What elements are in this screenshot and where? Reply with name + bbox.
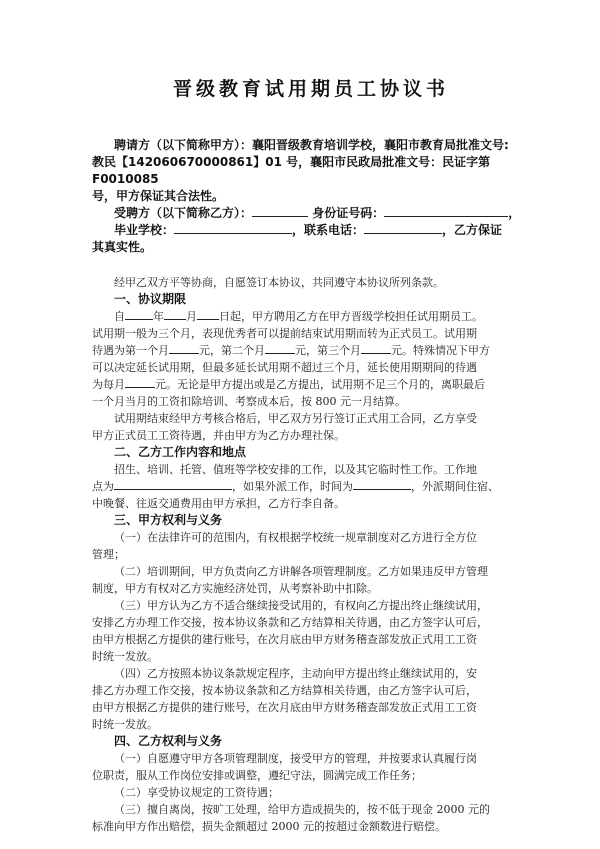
section-3-item-3b: 安排乙方办理工作交接，按本协议条款和乙方结算相关待遇，由乙方签字认可后，	[92, 616, 488, 629]
party-b-label: 受聘方（以下简称乙方）：	[114, 206, 253, 220]
section-1-line-3	[92, 342, 530, 359]
party-a-line-3: 号，甲方保证其合法性。	[92, 189, 225, 203]
section-2-line-3: 中晚餐、往返交通费用由甲方承担，乙方行李自备。	[92, 497, 345, 510]
document-title: 晋级教育试用期员工协议书	[172, 78, 449, 100]
party-b-guarantee: ，乙方保证	[442, 223, 503, 237]
phone-blank[interactable]	[364, 222, 442, 234]
section-3-item-1b: 管理；	[92, 548, 125, 561]
third-month-pay-blank[interactable]	[361, 342, 391, 354]
party-a-block	[92, 137, 530, 205]
special-case-text: 元。特殊情况下甲方	[391, 344, 490, 357]
start-month-blank[interactable]	[164, 308, 186, 320]
section-3-item-3c: 由甲方根据乙方提供的建行账号，在次月底由甲方财务稽查部发放正式用工工资	[92, 633, 477, 646]
year-label: 年	[153, 310, 164, 323]
party-a-line-1: 聘请方（以下简称甲方）：襄阳晋级教育培训学校，襄阳市教育局批准文号:	[114, 138, 509, 152]
school-label: 毕业学校：	[114, 223, 175, 237]
section-1-line-8: 甲方正式员工工资待遇，并由甲方为乙方办理社保。	[92, 429, 345, 442]
section-1-line-2: 试用期一般为三个月，表现优秀者可以提前结束试用期而转为正式员工。试用期	[92, 327, 477, 340]
section-2-line-2	[92, 478, 530, 495]
assignment-time-blank[interactable]	[353, 478, 411, 490]
section-1-line-5	[92, 376, 530, 393]
id-number-label: 身份证号码：	[312, 206, 385, 220]
second-month-label: 元，第二个月	[199, 344, 265, 357]
school-blank[interactable]	[174, 222, 292, 234]
first-month-label: 待遇为第一个月	[92, 344, 169, 357]
party-b-line-1	[92, 205, 530, 222]
section-4-item-2: （二）享受协议规定的工资待遇；	[114, 786, 279, 799]
monthly-label: 为每月	[92, 378, 125, 391]
section-1-line-6: 一个月当月的工资扣除培训、考察成本后，按 800 元一月结算。	[92, 395, 406, 408]
section-3-item-4b: 排乙方办理工作交接，按本协议条款和乙方结算相关待遇，由乙方签字认可后，	[92, 684, 477, 697]
section-3-item-4a: （四）乙方按照本协议条款规定程序，主动向甲方提出终止继续试用的，安	[114, 667, 477, 680]
section-3-item-2a: （二）培训期间，甲方负责向乙方讲解各项管理制度。乙方如果违反甲方管理	[114, 565, 488, 578]
party-b-line-2	[92, 222, 530, 239]
resign-text: 元。无论是甲方提出或是乙方提出，试用期不足三个月的，离职最后	[155, 378, 485, 391]
first-month-pay-blank[interactable]	[169, 342, 199, 354]
section-2-heading: 二、乙方工作内容和地点	[114, 445, 247, 459]
section-3-item-4d: 时统一发放。	[92, 718, 158, 731]
start-day-blank[interactable]	[197, 308, 219, 320]
month-label: 月	[186, 310, 197, 323]
phone-label: ，联系电话：	[292, 223, 365, 237]
section-4-item-1a: （一）自愿遵守甲方各项管理制度，接受甲方的管理，并按要求认真履行岗	[114, 752, 477, 765]
workplace-blank[interactable]	[114, 478, 232, 490]
comma: ，	[508, 206, 521, 220]
agreement-body	[92, 274, 530, 835]
party-b-line-3: 其真实性。	[92, 240, 153, 254]
workplace-label: 点为	[92, 480, 114, 493]
section-4-item-3b: 标准向甲方作出赔偿，损失金额超过 2000 元的按超过金额数进行赔偿。	[92, 820, 446, 833]
id-number-blank[interactable]	[384, 205, 508, 217]
section-1-line-7: 试用期结束经甲方考核合格后，甲乙双方另行签订正式用工合同，乙方享受	[114, 412, 477, 425]
section-4-heading: 四、乙方权利与义务	[114, 734, 223, 748]
assignment-time-label: ，如果外派工作，时间为	[232, 480, 353, 493]
start-date-text: 日起，甲方聘用乙方在甲方晋级学校担任试用期员工。	[219, 310, 483, 323]
section-3-item-3a: （三）甲方认为乙方不适合继续接受试用的，有权向乙方提出终止继续试用，	[114, 599, 488, 612]
party-b-block	[92, 205, 530, 256]
party-b-name-blank[interactable]	[252, 205, 308, 217]
section-3-item-4c: 由甲方根据乙方提供的建行账号，在次月底由甲方财务稽查部发放正式用工工资	[92, 701, 477, 714]
section-1-heading: 一、协议期限	[114, 292, 187, 306]
assignment-text: ，外派期间住宿、	[411, 480, 499, 493]
second-month-pay-blank[interactable]	[265, 342, 295, 354]
section-3-item-2b: 制度，甲方有权对乙方实施经济处罚，从考察补助中扣除。	[92, 582, 378, 595]
section-2-line-1: 招生、培训、托管、值班等学校安排的工作，以及其它临时性工作。工作地	[114, 463, 477, 476]
from-label: 自	[114, 310, 125, 323]
section-3-item-3d: 时统一发放。	[92, 650, 158, 663]
section-1-line-1	[92, 308, 530, 325]
section-4-item-1b: 位职责，服从工作岗位安排或调整，遵纪守法，圆满完成工作任务；	[92, 769, 422, 782]
section-3-heading: 三、甲方权利与义务	[114, 513, 223, 527]
party-a-line-2: 教民【142060670000861】01 号，襄阳市民政局批准文号：民证字第 F0010085	[92, 155, 491, 186]
start-year-blank[interactable]	[125, 308, 153, 320]
section-3-item-1a: （一）在法律许可的范围内，有权根据学校统一规章制度对乙方进行全方位	[114, 531, 477, 544]
intro-paragraph: 经甲乙双方平等协商，自愿签订本协议，共同遵守本协议所列条款。	[114, 276, 444, 289]
section-4-item-3a: （三）擅自离岗，按旷工处理，给甲方造成损失的，按不低于现金 2000 元的	[114, 803, 490, 816]
third-month-label: 元，第三个月	[295, 344, 361, 357]
extended-pay-blank[interactable]	[125, 376, 155, 388]
section-1-line-4: 可以决定延长试用期，但最多延长试用期不超过三个月，延长使用期期间的待遇	[92, 361, 477, 374]
